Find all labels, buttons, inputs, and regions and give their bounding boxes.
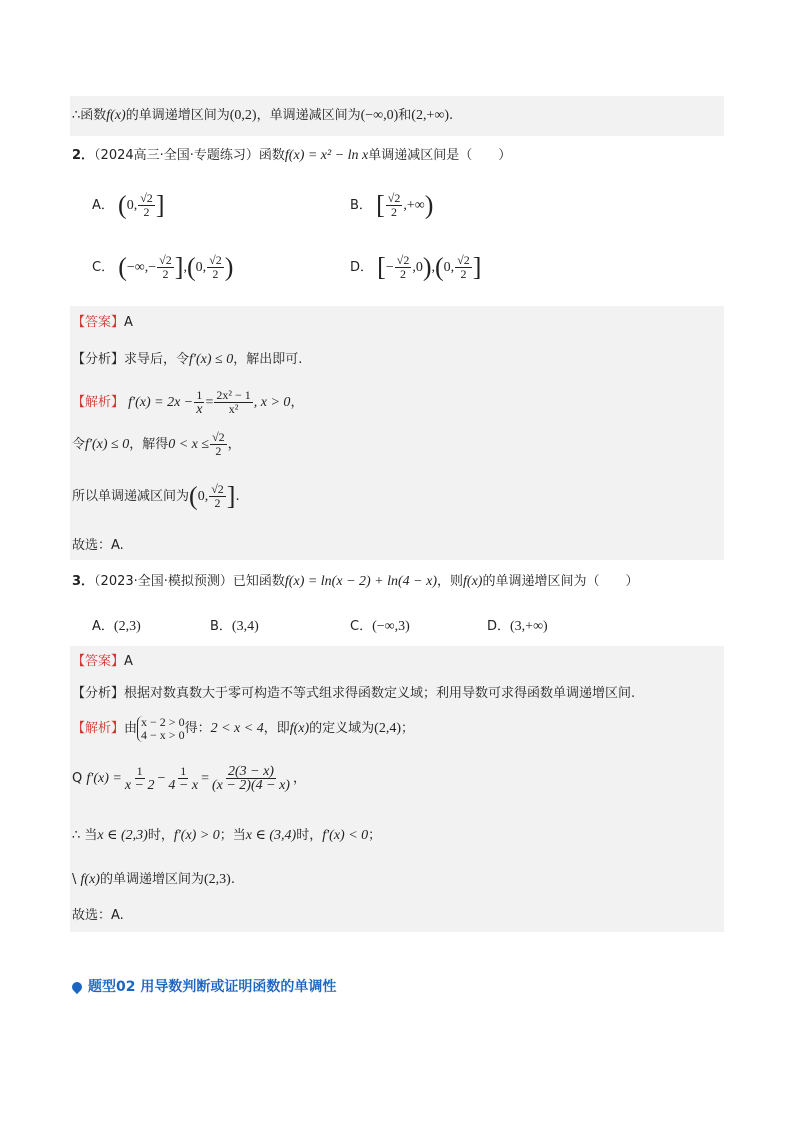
bracket: ) (224, 252, 234, 282)
text: . (449, 108, 454, 123)
section-label: 题型02 (88, 979, 136, 995)
answer-value: A (124, 315, 133, 330)
fraction (455, 254, 472, 281)
numerator: √2 (387, 191, 401, 205)
math: − (157, 771, 166, 786)
math: f′(x) = 2x − (128, 395, 194, 410)
option-label: B． (350, 198, 372, 213)
math: ,+∞ (403, 198, 425, 213)
inequality: x − 2 > 0 (141, 714, 185, 729)
numerator: √2 (140, 191, 153, 205)
numerator: √2 (212, 430, 225, 444)
math: −∞,− (126, 260, 157, 275)
math: f(x) (289, 721, 310, 736)
inequality: 4 − x > 0 (141, 727, 185, 742)
text: 和 (398, 108, 412, 123)
option-label: C． (350, 619, 373, 634)
denominator: 2 (214, 496, 221, 510)
denominator: (x − 2)(4 − x) (211, 778, 290, 793)
option-label: C． (92, 260, 115, 275)
math: 0, (197, 489, 209, 504)
denominator: 2 (162, 267, 169, 281)
math: , (183, 260, 187, 275)
analysis-tag: 【分析】 (72, 686, 125, 701)
fraction (209, 483, 226, 510)
bracket: ) (422, 252, 432, 282)
q3-option-a (92, 615, 141, 635)
q3-solution-line4 (72, 870, 235, 890)
text: 的定义域为 (309, 721, 375, 736)
question-number: 3． (72, 574, 95, 589)
fraction (157, 254, 174, 281)
text: ， (292, 771, 306, 786)
q2-solution-line3 (72, 482, 240, 512)
bracket: ] (226, 481, 236, 511)
text: 时， (147, 828, 174, 843)
fraction (194, 389, 204, 416)
math: f(x) (463, 574, 483, 589)
fraction (166, 765, 200, 792)
bracket: ( (189, 481, 198, 511)
option-label: A． (92, 619, 114, 634)
bracket: ( (118, 252, 127, 282)
text: \ (72, 872, 77, 887)
numerator: √2 (457, 253, 470, 267)
text: ， (290, 395, 304, 410)
math: , (431, 260, 435, 275)
q3-option-c (350, 615, 410, 635)
option-label: A． (92, 198, 114, 213)
q2-option-a (92, 192, 164, 219)
q3-option-b (210, 615, 259, 635)
q2-conclusion (72, 536, 124, 556)
fraction (123, 765, 157, 792)
numerator: √2 (209, 253, 222, 267)
math: = (205, 395, 214, 410)
bracket: ( (186, 252, 196, 282)
question-source: （2024高三·全国·专题练习） (94, 148, 259, 163)
denominator: 2 (215, 444, 222, 458)
text: . (230, 872, 235, 887)
math: = (201, 771, 209, 786)
q3-solution-line3 (72, 826, 381, 846)
question-source: （2023·全国·模拟预测） (94, 574, 233, 589)
location-pin-icon (70, 980, 84, 994)
text: 的单调递增区间为 (99, 872, 204, 887)
numerator: 2(3 − x) (227, 764, 274, 779)
math: 0, (443, 260, 455, 275)
numerator: 1 (196, 388, 203, 402)
text: 的单调递增区间为 (125, 108, 230, 123)
q3-conclusion (72, 906, 124, 926)
q2-solution-line2 (72, 430, 241, 460)
q2-stem (72, 146, 511, 166)
fraction (386, 192, 403, 219)
q3-solution-line1 (72, 714, 414, 744)
q2-solution-line1 (72, 388, 303, 418)
math: f(x) = x² − ln x (284, 148, 369, 163)
denominator: 2 (391, 205, 398, 219)
solution-tag: 【解析】 (72, 395, 125, 410)
fraction (210, 431, 227, 458)
text: ∴函数 (72, 108, 107, 123)
text: ；当 (219, 828, 246, 843)
option-text: (−∞,3) (372, 619, 410, 634)
conclusion-text: 故选：A. (72, 538, 124, 553)
math: f′(x) > 0 (173, 828, 220, 843)
text: 所以单调递减区间为 (72, 489, 190, 504)
q3-stem (72, 572, 638, 592)
denominator: 2 (400, 267, 407, 281)
numerator: √2 (211, 482, 224, 496)
math: (2,+∞) (411, 108, 449, 123)
top-conclusion-line (72, 106, 453, 126)
text: ，则 (437, 574, 464, 589)
q3-answer (72, 652, 133, 672)
text: ∴ 当 (72, 828, 98, 843)
text: ，解得 (129, 437, 169, 452)
numerator: 2x² − 1 (216, 388, 251, 402)
math: ,0 (412, 260, 423, 275)
option-text: (3,4) (231, 619, 259, 634)
denominator: 2 (143, 205, 150, 219)
section-heading (72, 976, 336, 996)
text: 求导后，令 (124, 352, 190, 367)
q3-solution-line2 (72, 764, 306, 794)
section-title: 用导数判断或证明函数的单调性 (140, 979, 337, 995)
option-label: B． (210, 619, 232, 634)
q2-answer (72, 313, 133, 333)
text: ，即 (263, 721, 290, 736)
answer-tag: 【答案】 (72, 315, 125, 330)
bracket: ] (174, 252, 184, 282)
denominator: 4 − x (168, 778, 199, 793)
text: 函数 (258, 148, 285, 163)
text: ，解出即可. (233, 352, 303, 367)
math: 0, (126, 198, 138, 213)
text: ； (401, 721, 415, 736)
math: (−∞,0) (360, 108, 399, 123)
math: x ∈ (2,3) (97, 828, 148, 843)
option-label: D． (487, 619, 511, 634)
fraction (395, 254, 412, 281)
fraction (210, 765, 292, 792)
q3-analysis (72, 684, 635, 704)
math: f′(x) = (86, 771, 122, 786)
text: 得： (184, 721, 211, 736)
math: 0 < x ≤ (168, 437, 210, 452)
text: 令 (72, 437, 86, 452)
math: x ∈ (3,4) (245, 828, 297, 843)
math: 0, (195, 260, 207, 275)
bracket: ( (118, 190, 127, 220)
bracket: ( (435, 252, 444, 282)
math: − (385, 260, 394, 275)
math: f′(x) < 0 (322, 828, 369, 843)
denominator: x (196, 402, 203, 417)
math: (2,4) (374, 721, 401, 736)
option-text: (3,+∞) (510, 619, 548, 634)
numerator: √2 (159, 253, 172, 267)
math: f(x) = ln(x − 2) + ln(4 − x) (284, 574, 437, 589)
conclusion-text: 故选：A. (72, 908, 124, 923)
math: , x > 0 (253, 395, 291, 410)
text: 由 (124, 721, 138, 736)
bracket: ] (155, 190, 165, 220)
text: 的单调递增区间为（ ） (482, 574, 639, 589)
math: f(x) (106, 108, 126, 123)
denominator: x − 2 (124, 778, 155, 793)
text: 单调递减区间是（ ） (368, 148, 512, 163)
denominator: 2 (460, 267, 467, 281)
text: 已知函数 (232, 574, 285, 589)
q2-option-c (92, 254, 233, 281)
fraction (138, 192, 155, 219)
math: f′(x) ≤ 0 (85, 437, 130, 452)
fraction (214, 389, 252, 416)
q2-option-d (350, 254, 481, 281)
q2-option-b (350, 192, 433, 219)
bracket: [ (376, 190, 385, 220)
numerator: √2 (396, 253, 410, 267)
answer-value: A (124, 654, 133, 669)
math: (2,3) (203, 872, 231, 887)
text: 时， (296, 828, 323, 843)
bracket: ) (424, 190, 434, 220)
inequality-system (137, 716, 185, 742)
text: ，单调递减区间为 (256, 108, 361, 123)
q2-analysis (72, 350, 302, 370)
text: ； (368, 828, 382, 843)
option-label: D． (350, 260, 374, 275)
bracket: [ (377, 252, 386, 282)
analysis-tag: 【分析】 (72, 352, 125, 367)
numerator: 1 (180, 764, 187, 778)
denominator: 2 (212, 267, 219, 281)
math: (0,2) (229, 108, 257, 123)
question-number: 2． (72, 148, 95, 163)
denominator: x² (228, 402, 239, 416)
math: f′(x) ≤ 0 (189, 352, 234, 367)
answer-tag: 【答案】 (72, 654, 125, 669)
bracket: ] (472, 252, 482, 282)
fraction (207, 254, 224, 281)
math: f(x) (80, 872, 100, 887)
numerator: 1 (136, 764, 143, 778)
text: . (235, 489, 240, 504)
option-text: (2,3) (113, 619, 141, 634)
math: 2 < x < 4 (210, 721, 264, 736)
q3-option-d (487, 615, 548, 635)
text: Q (72, 771, 83, 786)
text: 根据对数真数大于零可构造不等式组求得函数定义域；利用导数可求得函数单调递增区间. (124, 686, 636, 701)
solution-tag: 【解析】 (72, 721, 125, 736)
text: ， (227, 437, 241, 452)
